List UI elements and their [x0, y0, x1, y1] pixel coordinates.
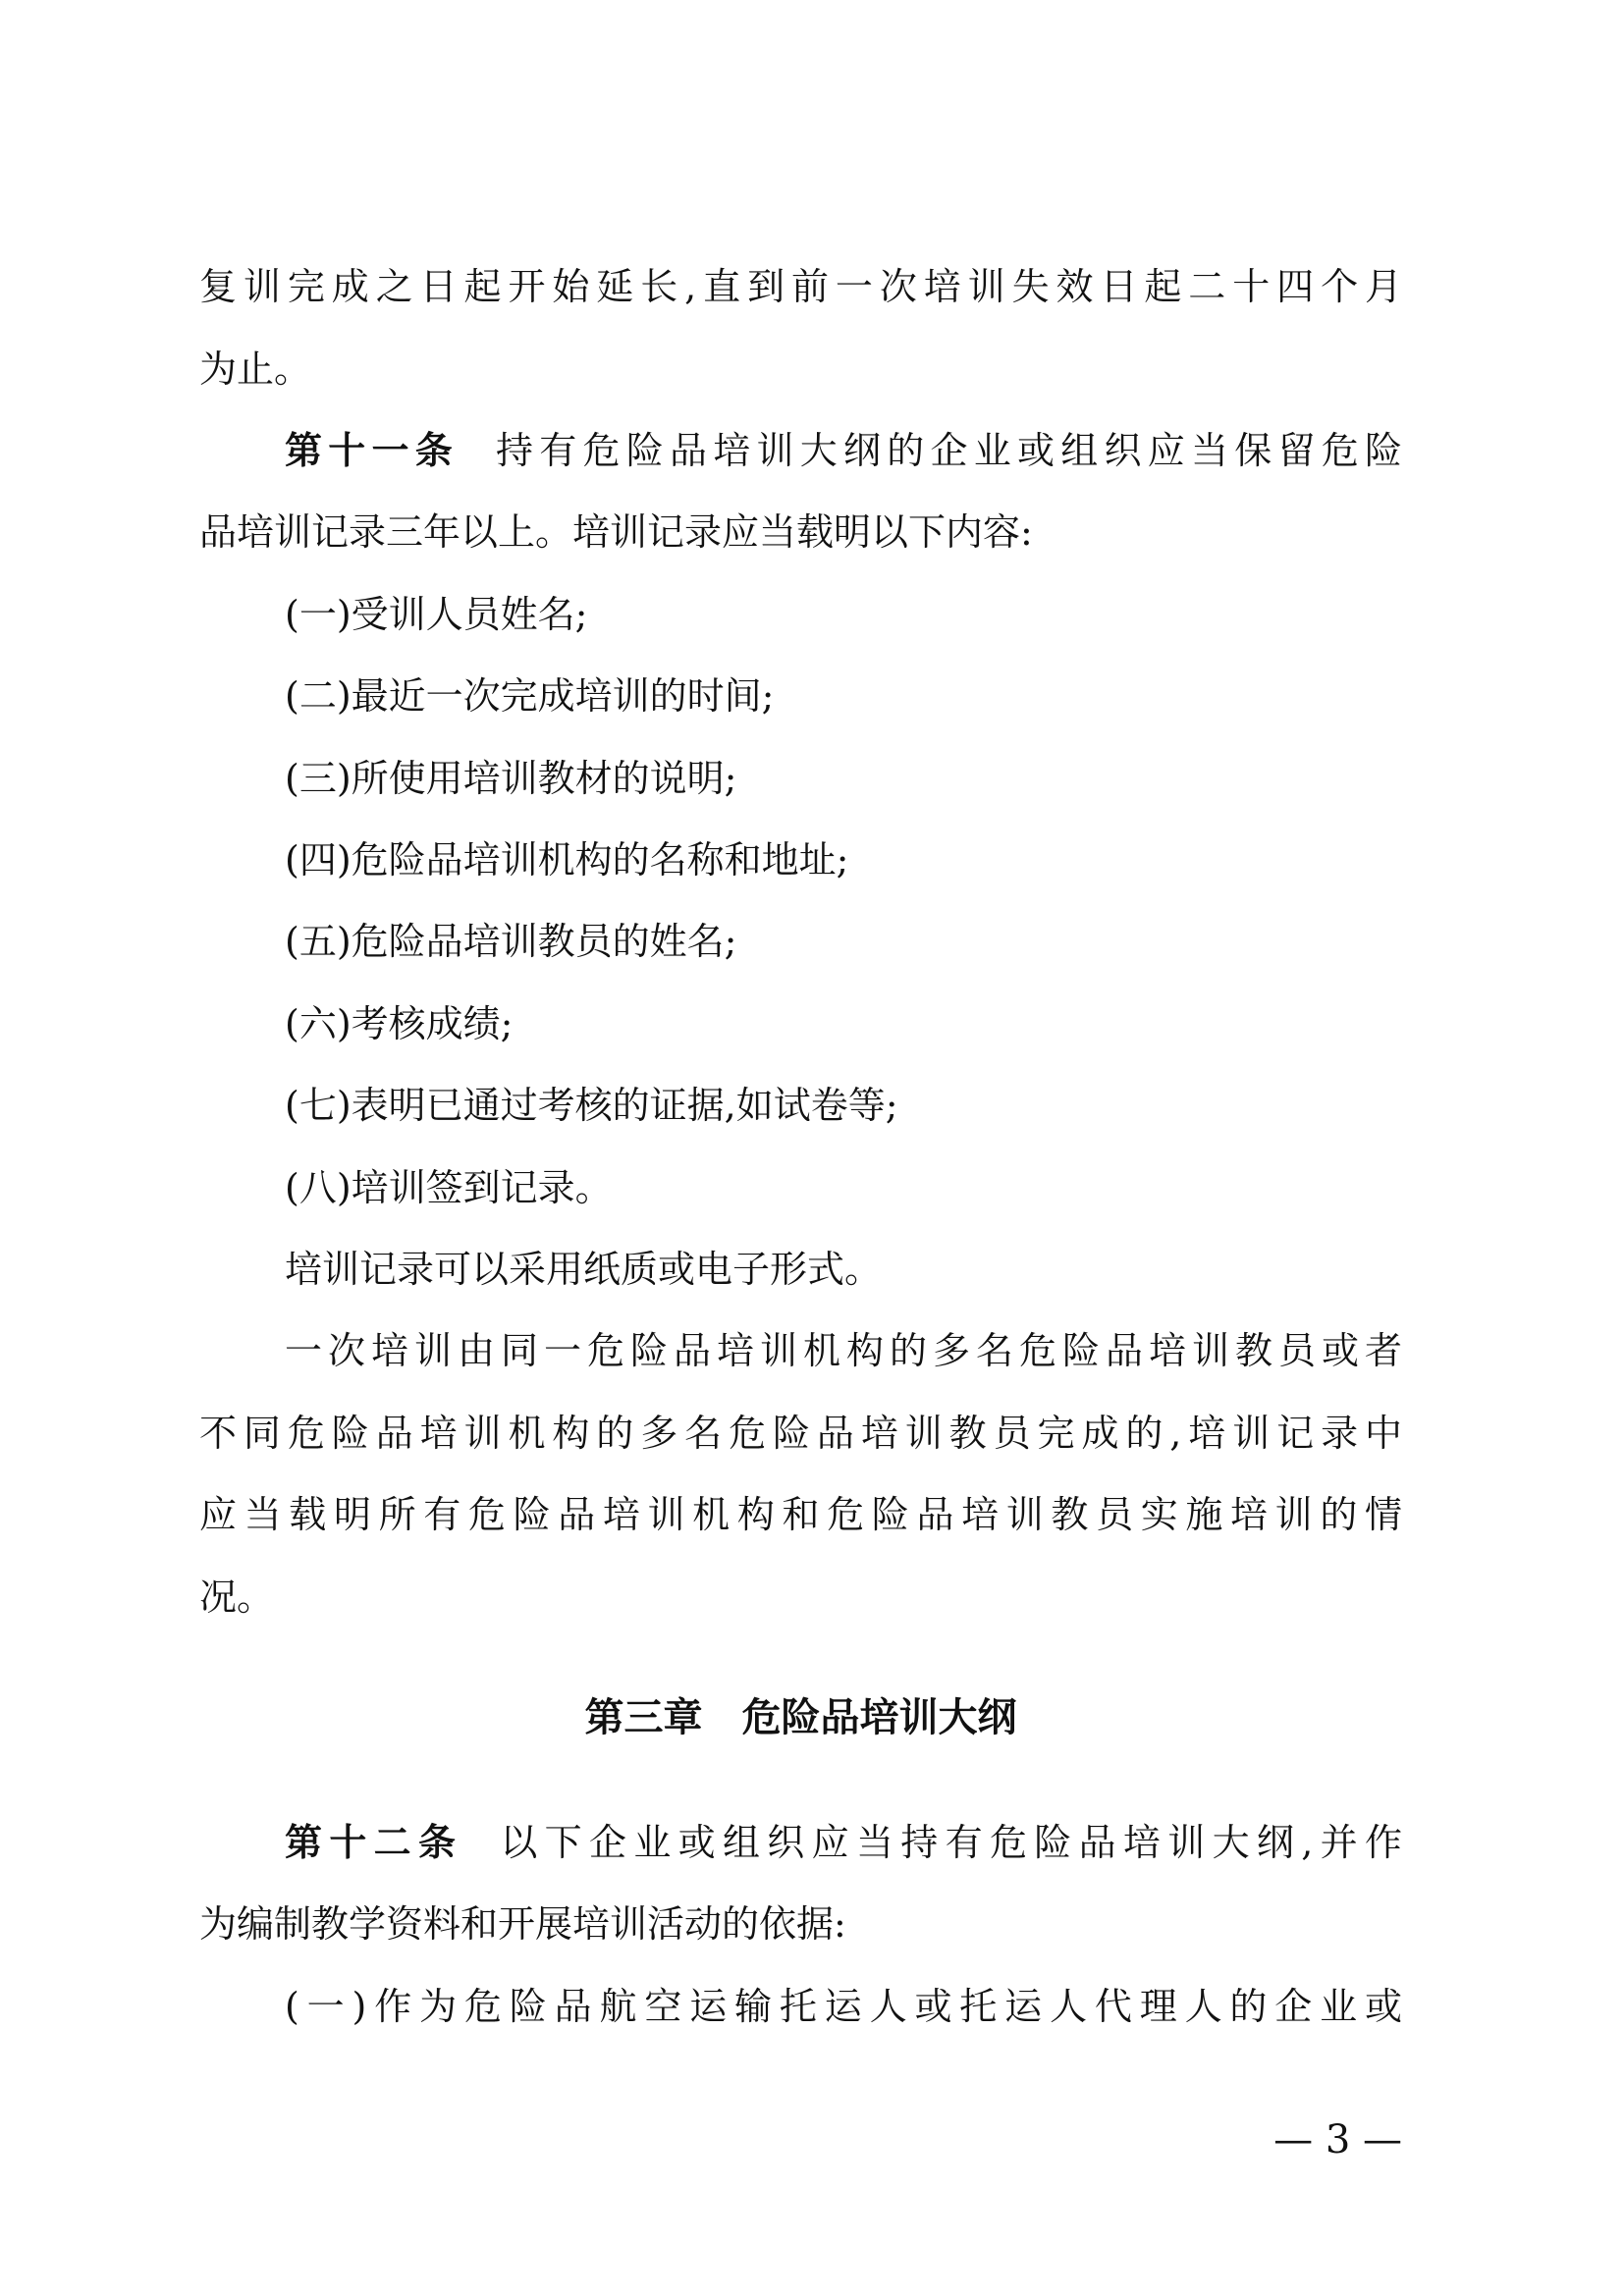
article-12-heading: 第十二条: [285, 1821, 463, 1864]
list-item: (八)培训签到记录。: [285, 1166, 613, 1209]
article-11-text: 持有危险品培训大纲的企业或组织应当保留危险: [496, 429, 1402, 472]
body-line: 复训完成之日起开始延长,直到前一次培训失效日起二十四个月: [199, 265, 1402, 308]
list-item: (一)作为危险品航空运输托运人或托运人代理人的企业或: [285, 1985, 1402, 2028]
paragraph-multi-line: 应当载明所有危险品培训机构和危险品培训教员实施培训的情: [199, 1493, 1402, 1536]
list-item: (一)受训人员姓名;: [285, 593, 588, 636]
list-item: (二)最近一次完成培训的时间;: [285, 674, 775, 718]
list-item: (七)表明已通过考核的证据,如试卷等;: [285, 1084, 898, 1127]
article-12-text: 以下企业或组织应当持有危险品培训大纲,并作: [500, 1821, 1402, 1864]
list-item: (五)危险品培训教员的姓名;: [285, 920, 737, 963]
paragraph-multi-line: 一次培训由同一危险品培训机构的多名危险品培训教员或者: [285, 1329, 1402, 1372]
paragraph-record-form: 培训记录可以采用纸质或电子形式。: [285, 1248, 883, 1291]
list-item: (三)所使用培训教材的说明;: [285, 757, 737, 800]
list-item: (六)考核成绩;: [285, 1002, 514, 1045]
article-12-line1: [285, 1813, 1402, 1872]
chapter-number: 第三章: [584, 1695, 703, 1740]
page-number: — 3 —: [1273, 2117, 1402, 2163]
article-11-line1: [285, 421, 1402, 480]
list-item: (四)危险品培训机构的名称和地址;: [285, 838, 849, 881]
paragraph-multi-line: 不同危险品培训机构的多名危险品培训教员完成的,培训记录中: [199, 1412, 1402, 1455]
article-11-line2: 品培训记录三年以上。培训记录应当载明以下内容:: [199, 510, 1033, 554]
article-11-heading: 第十一条: [285, 429, 459, 472]
article-12-line2: 为编制教学资料和开展培训活动的依据:: [199, 1902, 846, 1946]
body-line: 为止。: [199, 347, 312, 391]
chapter-heading: [199, 1688, 1402, 1747]
paragraph-multi-line: 况。: [199, 1575, 275, 1619]
chapter-title: 危险品培训大纲: [741, 1695, 1017, 1740]
